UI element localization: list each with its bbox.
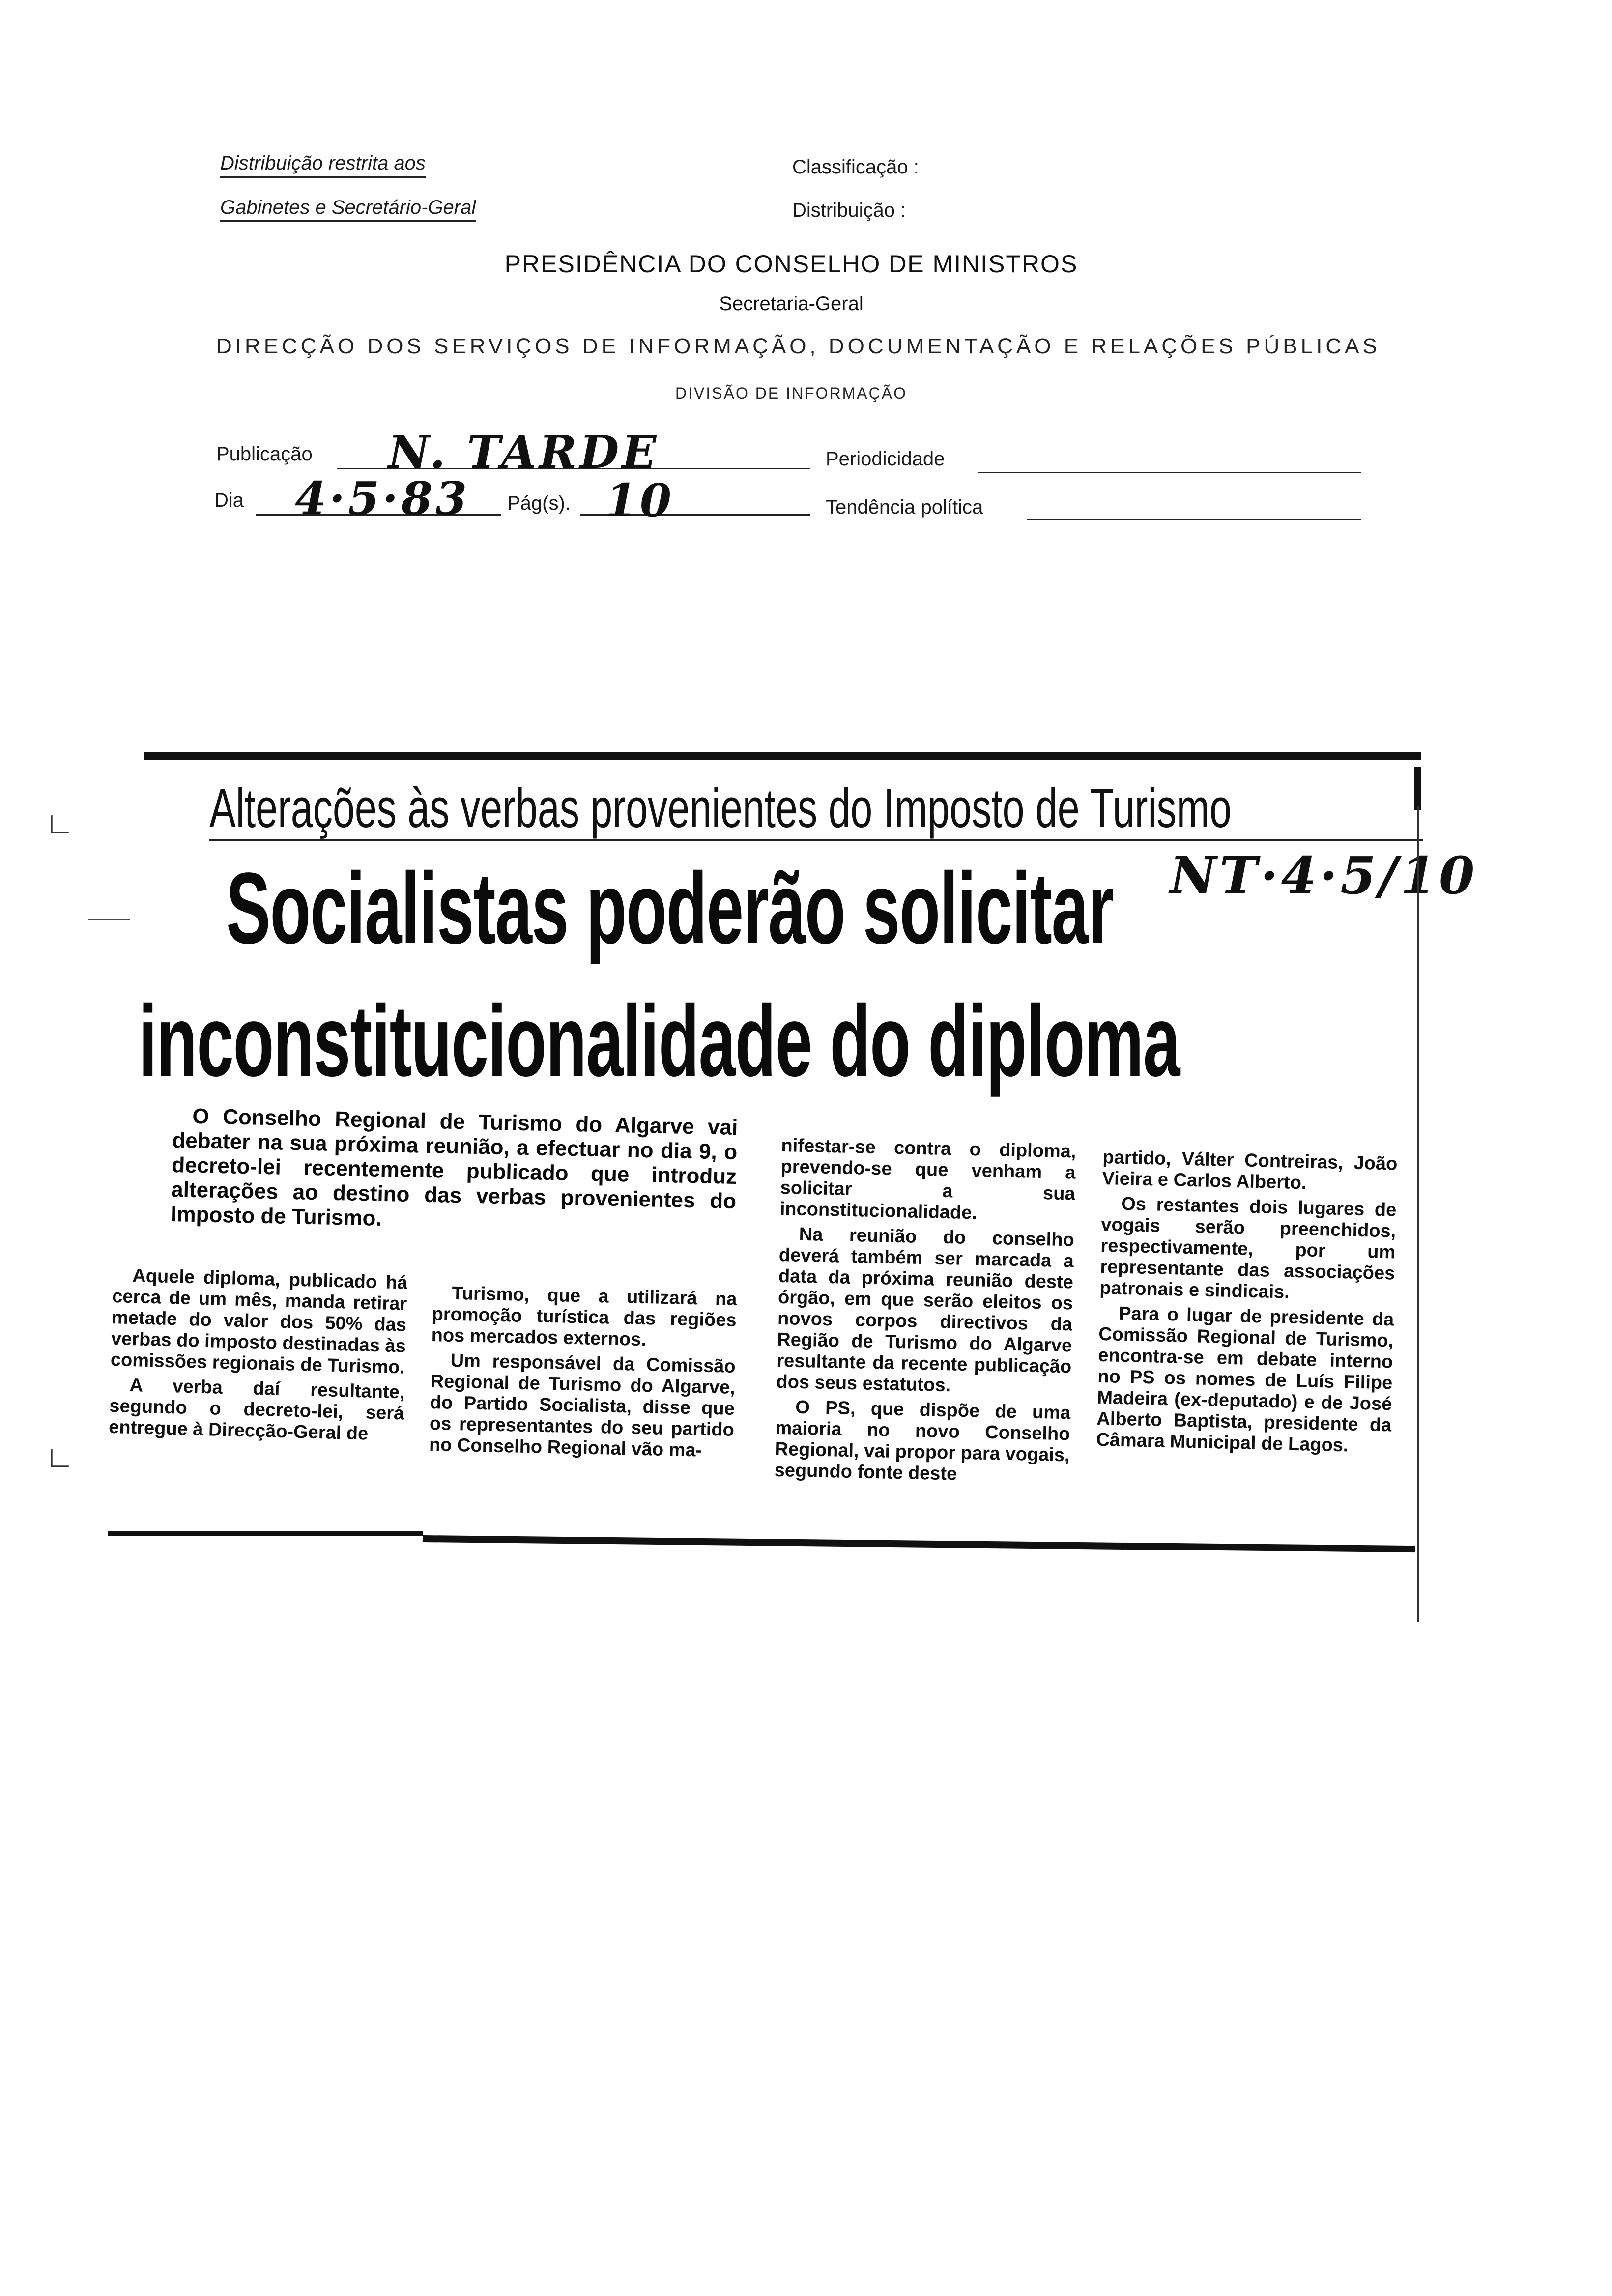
distribution-line-2: Gabinetes e Secretário-Geral: [220, 197, 476, 222]
column-2-paragraph-1: Turismo, que a utilizará na promoção turística das regiões nos mercados externos.: [431, 1283, 737, 1350]
kicker-underline: [209, 839, 1423, 841]
clipping-right-edge: [1417, 806, 1419, 1622]
column-1-paragraph-1: Aquele diploma, publicado há cerca de um mês, manda retirar metade do valor dos 50% das verbas do imposto destinadas às comissões regionais de Turismo.: [110, 1265, 408, 1378]
distribution-label: Distribuição :: [792, 200, 906, 221]
distribution-restriction: [220, 152, 426, 174]
lead-paragraph: O Conselho Regional de Turismo do Algarve vai debater na sua próxima reunião, a efectuar no dia 9, o decreto-lei recentemente publicado que introduz alterações ao destino das verbas provenientes do Imposto de Turismo.: [170, 1104, 738, 1231]
column-4-paragraph-1: partido, Válter Contreiras, João Vieira e Carlos Alberto.: [1102, 1147, 1398, 1194]
distribution-line-1: Distribuição restrita aos: [220, 152, 426, 178]
column-3-paragraph-2: Na reunião do conselho deverá também ser marcada a data da próxima reunião deste órgão, em que serão eleitos os novos corpos directivos da Região de Turismo do Algarve resultante da recente publicação dos seus estatutos.: [776, 1224, 1075, 1396]
column-3-paragraph-1: nifestar-se contra o diploma, prevendo-se que venham a solicitar a sua inconstitucionalidade.: [779, 1135, 1076, 1224]
tendency-label: Tendência política: [826, 496, 983, 518]
tendency-field-line: [1027, 519, 1361, 520]
pages-value: 10: [605, 474, 675, 527]
publication-label: Publicação: [216, 443, 313, 465]
column-4-paragraph-2: Os restantes dois lugares de vogais serão preenchidos, respectivamente, por um representante das associações patronais e sindicais.: [1099, 1193, 1397, 1303]
column-4-paragraph-3: Para o lugar de presidente da Comissão Regional de Turismo, encontra-se em debate interno no PS os nomes de Luís Filipe Madeira (ex-deputado) e de José Alberto Baptista, presidente da Câmara Municipal de Lagos.: [1096, 1303, 1394, 1456]
article-column-4: [1096, 1147, 1398, 1461]
handwritten-clip-note: NT·4·5/10: [1170, 845, 1478, 906]
margin-mark-bottom: ∟: [45, 1440, 74, 1473]
periodicity-label: Periodicidade: [826, 448, 945, 470]
column-3-paragraph-3: O PS, que dispõe de uma maioria no novo Conselho Regional, vai propor para vogais, segundo fonte deste: [774, 1397, 1071, 1485]
article-lead: [171, 1104, 738, 1238]
article-kicker: Alterações às verbas provenientes do Imposto de Turismo: [209, 777, 1232, 839]
margin-dash: [88, 919, 130, 920]
headline-line-2: inconstitucionalidade do diploma: [139, 984, 1180, 1097]
secretariat-title: Secretaria-Geral: [719, 293, 864, 315]
headline-line-1: Socialistas poderão solicitar: [226, 852, 1114, 965]
clipping-bottom-rule-left: [108, 1531, 423, 1536]
ministry-title: PRESIDÊNCIA DO CONSELHO DE MINISTROS: [504, 250, 1078, 278]
clipping-top-right-rule: [1414, 767, 1421, 810]
periodicity-field-line: [978, 472, 1361, 473]
distribution-recipients: [220, 197, 476, 219]
column-2-paragraph-2: Um responsável da Comissão Regional de Turismo do Algarve, do Partido Socialista, disse que os representantes do seu partido no Conselho Regional vão ma-: [429, 1350, 736, 1461]
margin-mark-top: ∟: [45, 806, 74, 839]
pages-label: Pág(s).: [507, 492, 571, 514]
publication-value: N. TARDE: [388, 426, 660, 479]
article-column-1: [109, 1265, 408, 1450]
clipping-top-rule: [144, 752, 1421, 760]
day-label: Dia: [214, 489, 244, 511]
article-column-2: [429, 1283, 737, 1466]
classification-label: Classificação :: [792, 156, 919, 178]
directorate-title: DIRECÇÃO DOS SERVIÇOS DE INFORMAÇÃO, DOCUMENTAÇÃO E RELAÇÕES PÚBLICAS: [216, 334, 1381, 358]
column-1-paragraph-2: A verba daí resultante, segundo o decreto-lei, será entregue à Direcção-Geral de: [108, 1375, 405, 1444]
day-value: 4·5·83: [295, 472, 470, 525]
division-title: DIVISÃO DE INFORMAÇÃO: [675, 384, 907, 402]
article-column-3: [774, 1135, 1076, 1491]
clipping-bottom-rule: [423, 1535, 1415, 1552]
